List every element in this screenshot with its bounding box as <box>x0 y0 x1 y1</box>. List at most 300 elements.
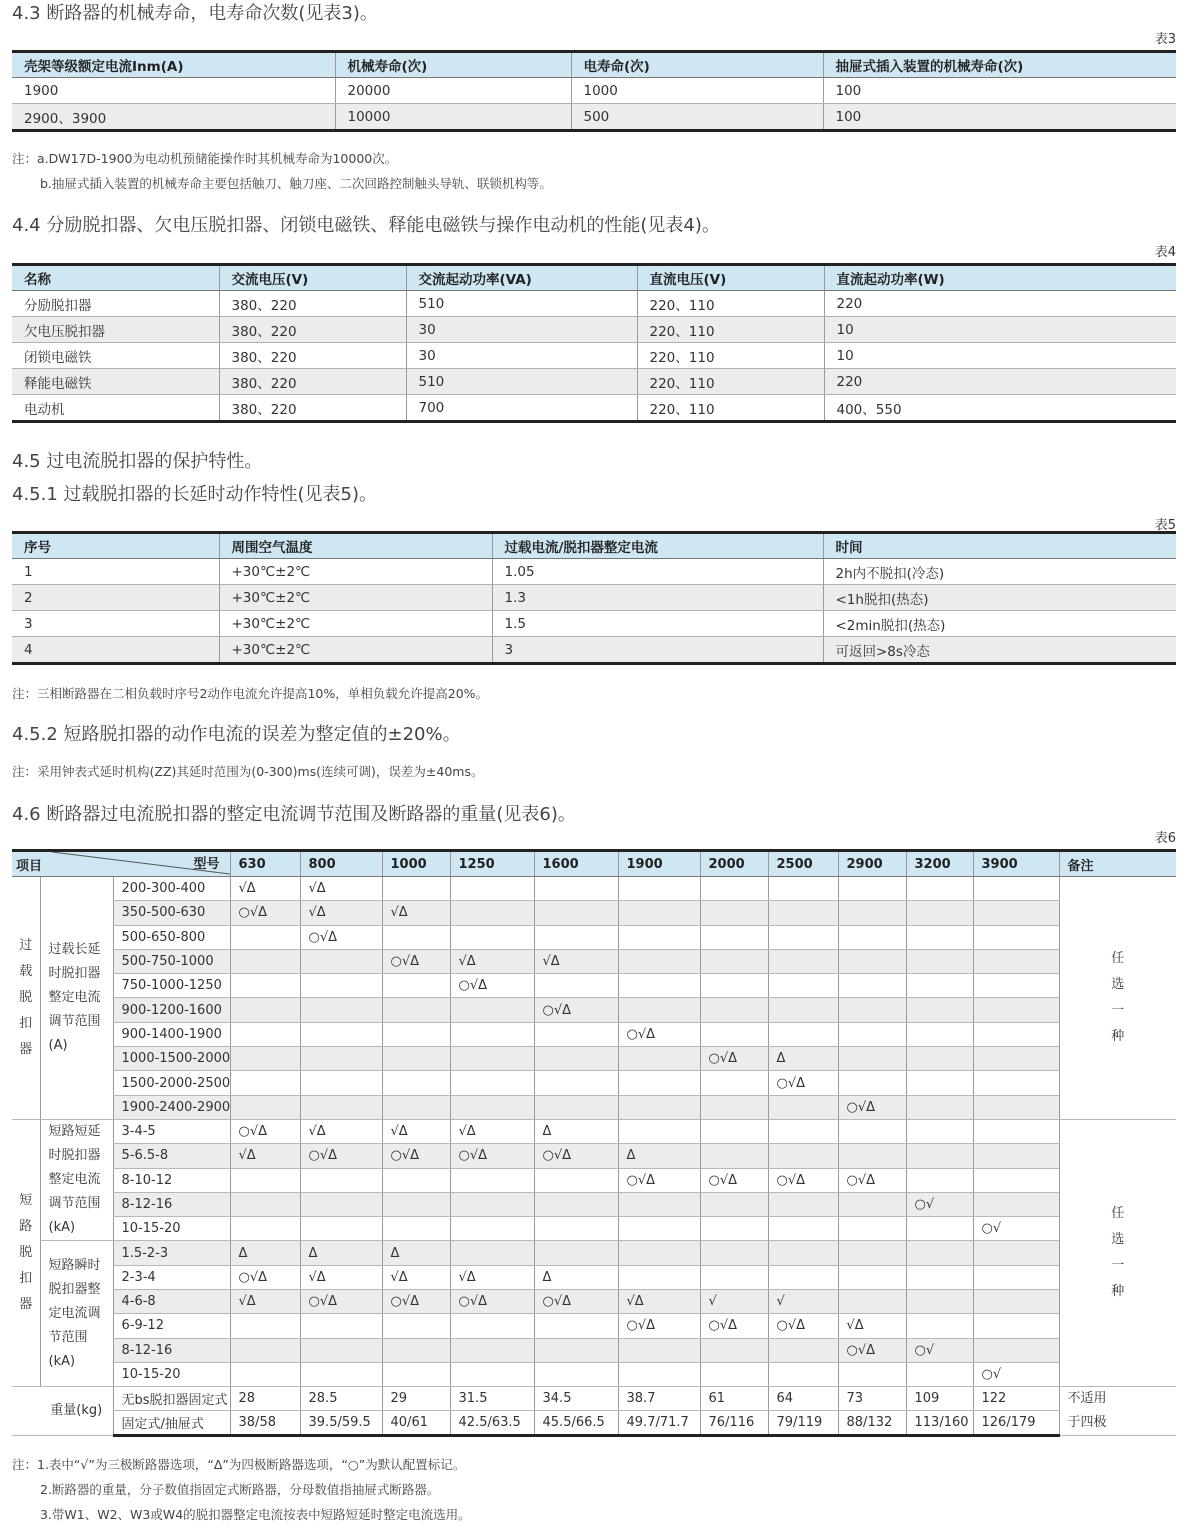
group-char: 器 <box>19 1297 33 1313</box>
option-cell <box>700 1362 768 1386</box>
weight-value-cell: 73 <box>838 1387 906 1411</box>
option-cell <box>450 1241 534 1265</box>
caption-table-4: 表4 <box>1154 245 1176 260</box>
option-cell <box>534 1168 618 1192</box>
table-cell: 1.05 <box>492 559 823 585</box>
option-cell <box>906 949 973 973</box>
column-header: 壳架等级额定电流Inm(A) <box>12 52 335 78</box>
table-cell: 1000 <box>571 78 823 104</box>
weight-label: 重量(kg) <box>40 1387 113 1436</box>
table-row <box>12 1071 1176 1095</box>
table-cell: 1.5 <box>492 611 823 637</box>
table-row <box>12 1217 1176 1241</box>
option-cell <box>534 901 618 925</box>
range-cell: 2-3-4 <box>113 1265 230 1289</box>
table-row <box>12 974 1176 998</box>
option-cell <box>838 1362 906 1386</box>
table-row <box>12 1314 1176 1338</box>
option-cell: ○√Δ <box>230 1265 300 1289</box>
option-cell <box>973 1241 1059 1265</box>
sub-group-line: 短路瞬时 <box>48 1257 101 1273</box>
column-header: 时间 <box>823 533 1176 559</box>
option-cell <box>618 877 700 901</box>
sub-group-label <box>40 1119 113 1240</box>
option-cell <box>973 998 1059 1022</box>
option-cell <box>768 998 838 1022</box>
model-header: 1600 <box>534 851 618 877</box>
range-cell: 1.5-2-3 <box>113 1241 230 1265</box>
model-header: 630 <box>230 851 300 877</box>
option-cell <box>906 1362 973 1386</box>
option-cell <box>906 1047 973 1071</box>
weight-blank <box>12 1387 40 1436</box>
sub-group-line: (kA) <box>48 1353 76 1369</box>
option-cell <box>230 974 300 998</box>
table-header-row <box>12 533 1176 559</box>
group-label-overload <box>12 877 40 1120</box>
table-cell: 1.3 <box>492 585 823 611</box>
option-cell <box>838 1290 906 1314</box>
table-row <box>12 1119 1176 1143</box>
option-cell <box>838 1192 906 1216</box>
model-header: 2500 <box>768 851 838 877</box>
option-cell <box>838 1241 906 1265</box>
option-cell: √Δ <box>300 877 382 901</box>
option-cell <box>450 1217 534 1241</box>
table-cell: 700 <box>406 395 637 422</box>
table-cell: 2h内不脱扣(冷态) <box>823 559 1176 585</box>
weight-value-cell: 76/116 <box>700 1411 768 1436</box>
option-cell <box>450 925 534 949</box>
option-cell <box>906 1217 973 1241</box>
option-cell: √Δ <box>838 1314 906 1338</box>
remark-line: 种 <box>1111 1284 1125 1300</box>
option-cell <box>906 1168 973 1192</box>
option-cell <box>618 1071 700 1095</box>
option-cell <box>768 1095 838 1119</box>
option-cell: √Δ <box>618 1290 700 1314</box>
option-cell <box>382 1338 450 1362</box>
option-cell: √Δ <box>230 1144 300 1168</box>
option-cell: Δ <box>300 1241 382 1265</box>
table-row <box>12 1362 1176 1386</box>
option-cell <box>700 1071 768 1095</box>
option-cell <box>534 925 618 949</box>
option-cell <box>450 1095 534 1119</box>
option-cell <box>450 998 534 1022</box>
option-cell <box>700 877 768 901</box>
option-cell <box>534 1362 618 1386</box>
option-cell <box>450 901 534 925</box>
column-header: 周围空气温度 <box>219 533 492 559</box>
weight-value-cell: 49.7/71.7 <box>618 1411 700 1436</box>
option-cell <box>382 1095 450 1119</box>
table-cell: +30℃±2℃ <box>219 637 492 664</box>
table-cell: 4 <box>12 637 219 664</box>
table-cell: 3 <box>492 637 823 664</box>
option-cell <box>382 998 450 1022</box>
weight-value-cell: 61 <box>700 1387 768 1411</box>
column-header: 过载电流/脱扣器整定电流 <box>492 533 823 559</box>
option-cell <box>838 1119 906 1143</box>
option-cell: √Δ <box>450 1265 534 1289</box>
weight-value-cell: 126/179 <box>973 1411 1059 1436</box>
weight-value-cell: 34.5 <box>534 1387 618 1411</box>
option-cell <box>450 877 534 901</box>
sub-group-line: 时脱扣器 <box>48 1148 101 1164</box>
weight-value-cell: 28.5 <box>300 1387 382 1411</box>
option-cell <box>973 1314 1059 1338</box>
table-cell: 220、110 <box>637 395 824 422</box>
option-cell <box>906 925 973 949</box>
table-cell: 1 <box>12 559 219 585</box>
option-cell <box>973 1022 1059 1046</box>
option-cell: √Δ <box>534 949 618 973</box>
heading-4-4: 4.4 分励脱扣器、欠电压脱扣器、闭锁电磁铁、释能电磁铁与操作电动机的性能(见表4)。 <box>12 215 720 236</box>
weight-row <box>12 1387 1176 1411</box>
option-cell <box>700 998 768 1022</box>
option-cell: ○√Δ <box>300 1290 382 1314</box>
heading-4-5-2: 4.5.2 短路脱扣器的动作电流的误差为整定值的±20%。 <box>12 724 461 745</box>
option-cell <box>230 1192 300 1216</box>
sub-group-line: 节范围 <box>48 1329 88 1345</box>
model-header: 1000 <box>382 851 450 877</box>
column-header: 序号 <box>12 533 219 559</box>
table-cell: 220、110 <box>637 369 824 395</box>
option-cell <box>906 1144 973 1168</box>
option-cell <box>230 1338 300 1362</box>
option-cell <box>768 925 838 949</box>
table-cell: 510 <box>406 369 637 395</box>
table-row <box>12 1241 1176 1265</box>
table-row <box>12 1168 1176 1192</box>
table-row <box>12 925 1176 949</box>
sub-group-line: 脱扣器整 <box>48 1281 101 1297</box>
weight-value-cell: 79/119 <box>768 1411 838 1436</box>
option-cell <box>768 1192 838 1216</box>
remark-line: 任 <box>1111 950 1125 966</box>
option-cell <box>700 1119 768 1143</box>
option-cell <box>534 1095 618 1119</box>
option-cell <box>534 1314 618 1338</box>
option-cell <box>450 1168 534 1192</box>
weight-value-cell: 28 <box>230 1387 300 1411</box>
option-cell <box>906 901 973 925</box>
heading-4-3: 4.3 断路器的机械寿命，电寿命次数(见表3)。 <box>12 3 378 24</box>
option-cell <box>618 1192 700 1216</box>
option-cell <box>838 877 906 901</box>
option-cell <box>618 1338 700 1362</box>
option-cell: √Δ <box>450 1119 534 1143</box>
option-cell <box>618 901 700 925</box>
option-cell <box>838 998 906 1022</box>
option-cell <box>300 998 382 1022</box>
option-cell <box>230 1095 300 1119</box>
weight-value-cell: 64 <box>768 1387 838 1411</box>
model-header: 1900 <box>618 851 700 877</box>
caption-table-6: 表6 <box>1154 831 1176 846</box>
option-cell <box>838 1047 906 1071</box>
table-cell: 220、110 <box>637 343 824 369</box>
table-cell: +30℃±2℃ <box>219 585 492 611</box>
range-cell: 10-15-20 <box>113 1217 230 1241</box>
option-cell <box>906 1095 973 1119</box>
option-cell <box>534 1192 618 1216</box>
option-cell <box>300 1168 382 1192</box>
option-cell <box>300 1314 382 1338</box>
remark-cell <box>1059 877 1176 1120</box>
weight-type-cell: 无bs脱扣器固定式 <box>113 1387 230 1411</box>
range-cell: 8-12-16 <box>113 1192 230 1216</box>
weight-value-cell: 31.5 <box>450 1387 534 1411</box>
option-cell <box>230 1168 300 1192</box>
option-cell <box>450 1362 534 1386</box>
group-char: 路 <box>19 1219 33 1235</box>
table-row <box>12 395 1176 422</box>
option-cell: ○√Δ <box>450 1290 534 1314</box>
weight-value-cell: 88/132 <box>838 1411 906 1436</box>
notes-table-6 <box>12 1452 471 1527</box>
option-cell <box>230 1071 300 1095</box>
range-cell: 1900-2400-2900 <box>113 1095 230 1119</box>
table-cell: 380、220 <box>219 395 406 422</box>
option-cell <box>838 1071 906 1095</box>
remark-header: 备注 <box>1059 851 1176 877</box>
range-cell: 900-1400-1900 <box>113 1022 230 1046</box>
weight-row <box>12 1411 1176 1436</box>
table-cell: 380、220 <box>219 317 406 343</box>
weight-value-cell: 38.7 <box>618 1387 700 1411</box>
note-line: b.抽屉式插入装置的机械寿命主要包括触刀、触刀座、二次回路控制触头导轨、联锁机构等。 <box>40 176 552 191</box>
option-cell <box>700 1217 768 1241</box>
group-label-short-circuit <box>12 1119 40 1386</box>
option-cell: √Δ <box>300 1265 382 1289</box>
option-cell <box>700 949 768 973</box>
table-row <box>12 1290 1176 1314</box>
note-4-3 <box>12 146 552 196</box>
option-cell <box>382 1168 450 1192</box>
option-cell <box>300 1047 382 1071</box>
sub-group-line: 过载长延 <box>48 941 101 957</box>
option-cell <box>768 1119 838 1143</box>
option-cell <box>230 998 300 1022</box>
option-cell <box>618 1362 700 1386</box>
option-cell: ○√Δ <box>450 974 534 998</box>
remark-line: 选 <box>1111 1232 1125 1248</box>
heading-4-6: 4.6 断路器过电流脱扣器的整定电流调节范围及断路器的重量(见表6)。 <box>12 804 576 825</box>
table-row <box>12 78 1176 104</box>
option-cell <box>534 1217 618 1241</box>
group-char: 短 <box>19 1193 33 1209</box>
group-char: 扣 <box>19 1271 33 1287</box>
group-char: 脱 <box>19 989 33 1005</box>
group-char: 过 <box>19 937 33 953</box>
model-header: 2900 <box>838 851 906 877</box>
note-4-5-2: 注：采用钟表式延时机构(ZZ)其延时范围为(0-300)ms(连续可调)，误差为±40ms。 <box>12 764 484 779</box>
table-row <box>12 949 1176 973</box>
range-cell: 8-10-12 <box>113 1168 230 1192</box>
column-header: 直流电压(V) <box>637 265 824 291</box>
table-cell: 3 <box>12 611 219 637</box>
option-cell: ○√Δ <box>382 949 450 973</box>
corner-item-label: 项目 <box>16 859 43 874</box>
option-cell <box>838 901 906 925</box>
option-cell <box>534 1022 618 1046</box>
option-cell <box>768 1362 838 1386</box>
range-cell: 10-15-20 <box>113 1362 230 1386</box>
option-cell: ○√Δ <box>230 1119 300 1143</box>
option-cell <box>618 1119 700 1143</box>
option-cell <box>906 1241 973 1265</box>
option-cell <box>618 1241 700 1265</box>
option-cell: Δ <box>382 1241 450 1265</box>
remark-cell <box>1059 1119 1176 1386</box>
heading-4-5: 4.5 过电流脱扣器的保护特性。 <box>12 451 263 472</box>
column-header: 交流电压(V) <box>219 265 406 291</box>
model-header: 3200 <box>906 851 973 877</box>
option-cell: ○√Δ <box>450 1144 534 1168</box>
corner-model-label: 型号 <box>193 857 220 872</box>
table-cell: +30℃±2℃ <box>219 559 492 585</box>
option-cell <box>382 1022 450 1046</box>
sub-group-label <box>40 877 113 1120</box>
table-cell: <1h脱扣(热态) <box>823 585 1176 611</box>
option-cell <box>382 925 450 949</box>
sub-group-line: 调节范围 <box>48 1196 101 1212</box>
sub-group-line: (kA) <box>48 1220 76 1236</box>
option-cell <box>973 974 1059 998</box>
option-cell: √Δ <box>382 1265 450 1289</box>
option-cell: √Δ <box>450 949 534 973</box>
table-row <box>12 1338 1176 1362</box>
option-cell <box>768 1217 838 1241</box>
option-cell <box>906 1022 973 1046</box>
model-header: 1250 <box>450 851 534 877</box>
group-char: 器 <box>19 1041 33 1057</box>
table-4 <box>12 263 1176 423</box>
option-cell <box>973 1144 1059 1168</box>
range-cell: 1000-1500-2000 <box>113 1047 230 1071</box>
option-cell: ○√Δ <box>300 925 382 949</box>
table-row <box>12 1265 1176 1289</box>
option-cell <box>838 925 906 949</box>
table-cell: 380、220 <box>219 343 406 369</box>
table-3 <box>12 50 1176 132</box>
option-cell: Δ <box>230 1241 300 1265</box>
option-cell: ○√Δ <box>768 1168 838 1192</box>
option-cell: ○√Δ <box>534 1290 618 1314</box>
group-char: 扣 <box>19 1015 33 1031</box>
option-cell: ○√Δ <box>618 1168 700 1192</box>
table-cell: 闭锁电磁铁 <box>12 343 219 369</box>
range-cell: 200-300-400 <box>113 877 230 901</box>
table-6 <box>12 849 1176 1437</box>
option-cell <box>768 1022 838 1046</box>
option-cell: ○√Δ <box>700 1168 768 1192</box>
group-char: 载 <box>19 963 33 979</box>
option-cell <box>768 1241 838 1265</box>
table-row <box>12 998 1176 1022</box>
option-cell <box>300 949 382 973</box>
remark-line: 一 <box>1111 1258 1125 1274</box>
option-cell <box>382 1047 450 1071</box>
range-cell: 5-6.5-8 <box>113 1144 230 1168</box>
remark-line: 任 <box>1111 1206 1125 1222</box>
model-header: 800 <box>300 851 382 877</box>
range-cell: 6-9-12 <box>113 1314 230 1338</box>
option-cell <box>973 1290 1059 1314</box>
table-header-row <box>12 851 1176 877</box>
option-cell <box>700 1265 768 1289</box>
option-cell <box>382 877 450 901</box>
sub-group-line: 定电流调 <box>48 1305 101 1321</box>
table-row <box>12 1047 1176 1071</box>
weight-value-cell: 109 <box>906 1387 973 1411</box>
option-cell <box>534 877 618 901</box>
table-cell: 10 <box>824 343 1176 369</box>
note-line: 注：a.DW17D-1900为电动机预储能操作时其机械寿命为10000次。 <box>12 151 398 166</box>
range-cell: 1500-2000-2500 <box>113 1071 230 1095</box>
table-cell: <2min脱扣(热态) <box>823 611 1176 637</box>
option-cell <box>618 925 700 949</box>
table-cell: 1900 <box>12 78 335 104</box>
option-cell <box>230 1022 300 1046</box>
option-cell <box>973 1119 1059 1143</box>
option-cell <box>973 1338 1059 1362</box>
table-cell: 电动机 <box>12 395 219 422</box>
option-cell: ○√ <box>906 1192 973 1216</box>
sub-group-line: (A) <box>48 1037 68 1053</box>
table-row <box>12 559 1176 585</box>
range-cell: 900-1200-1600 <box>113 998 230 1022</box>
remark-line: 不适用 <box>1067 1391 1107 1407</box>
table-row <box>12 104 1176 131</box>
weight-type-cell: 固定式/抽屉式 <box>113 1411 230 1436</box>
option-cell <box>300 1022 382 1046</box>
option-cell <box>700 1192 768 1216</box>
option-cell: √Δ <box>230 877 300 901</box>
option-cell: √Δ <box>382 1119 450 1143</box>
option-cell <box>382 1192 450 1216</box>
option-cell <box>906 1265 973 1289</box>
option-cell <box>906 1314 973 1338</box>
column-header: 抽屉式插入装置的机械寿命(次) <box>823 52 1176 78</box>
weight-value-cell: 42.5/63.5 <box>450 1411 534 1436</box>
table-cell: 380、220 <box>219 291 406 317</box>
table-cell: 220 <box>824 369 1176 395</box>
table-row <box>12 1144 1176 1168</box>
range-cell: 4-6-8 <box>113 1290 230 1314</box>
caption-table-5: 表5 <box>1154 518 1176 533</box>
table-cell: 220 <box>824 291 1176 317</box>
option-cell <box>300 1338 382 1362</box>
column-header: 电寿命(次) <box>571 52 823 78</box>
option-cell: ○√Δ <box>300 1144 382 1168</box>
option-cell <box>906 1290 973 1314</box>
option-cell: √Δ <box>230 1290 300 1314</box>
table-cell: 380、220 <box>219 369 406 395</box>
option-cell <box>700 1241 768 1265</box>
option-cell <box>382 1071 450 1095</box>
column-header: 交流起动功率(VA) <box>406 265 637 291</box>
option-cell: √Δ <box>300 901 382 925</box>
weight-value-cell: 39.5/59.5 <box>300 1411 382 1436</box>
option-cell <box>382 1217 450 1241</box>
option-cell: ○√Δ <box>700 1314 768 1338</box>
table-cell: 10000 <box>335 104 571 131</box>
option-cell <box>973 877 1059 901</box>
option-cell <box>618 1047 700 1071</box>
